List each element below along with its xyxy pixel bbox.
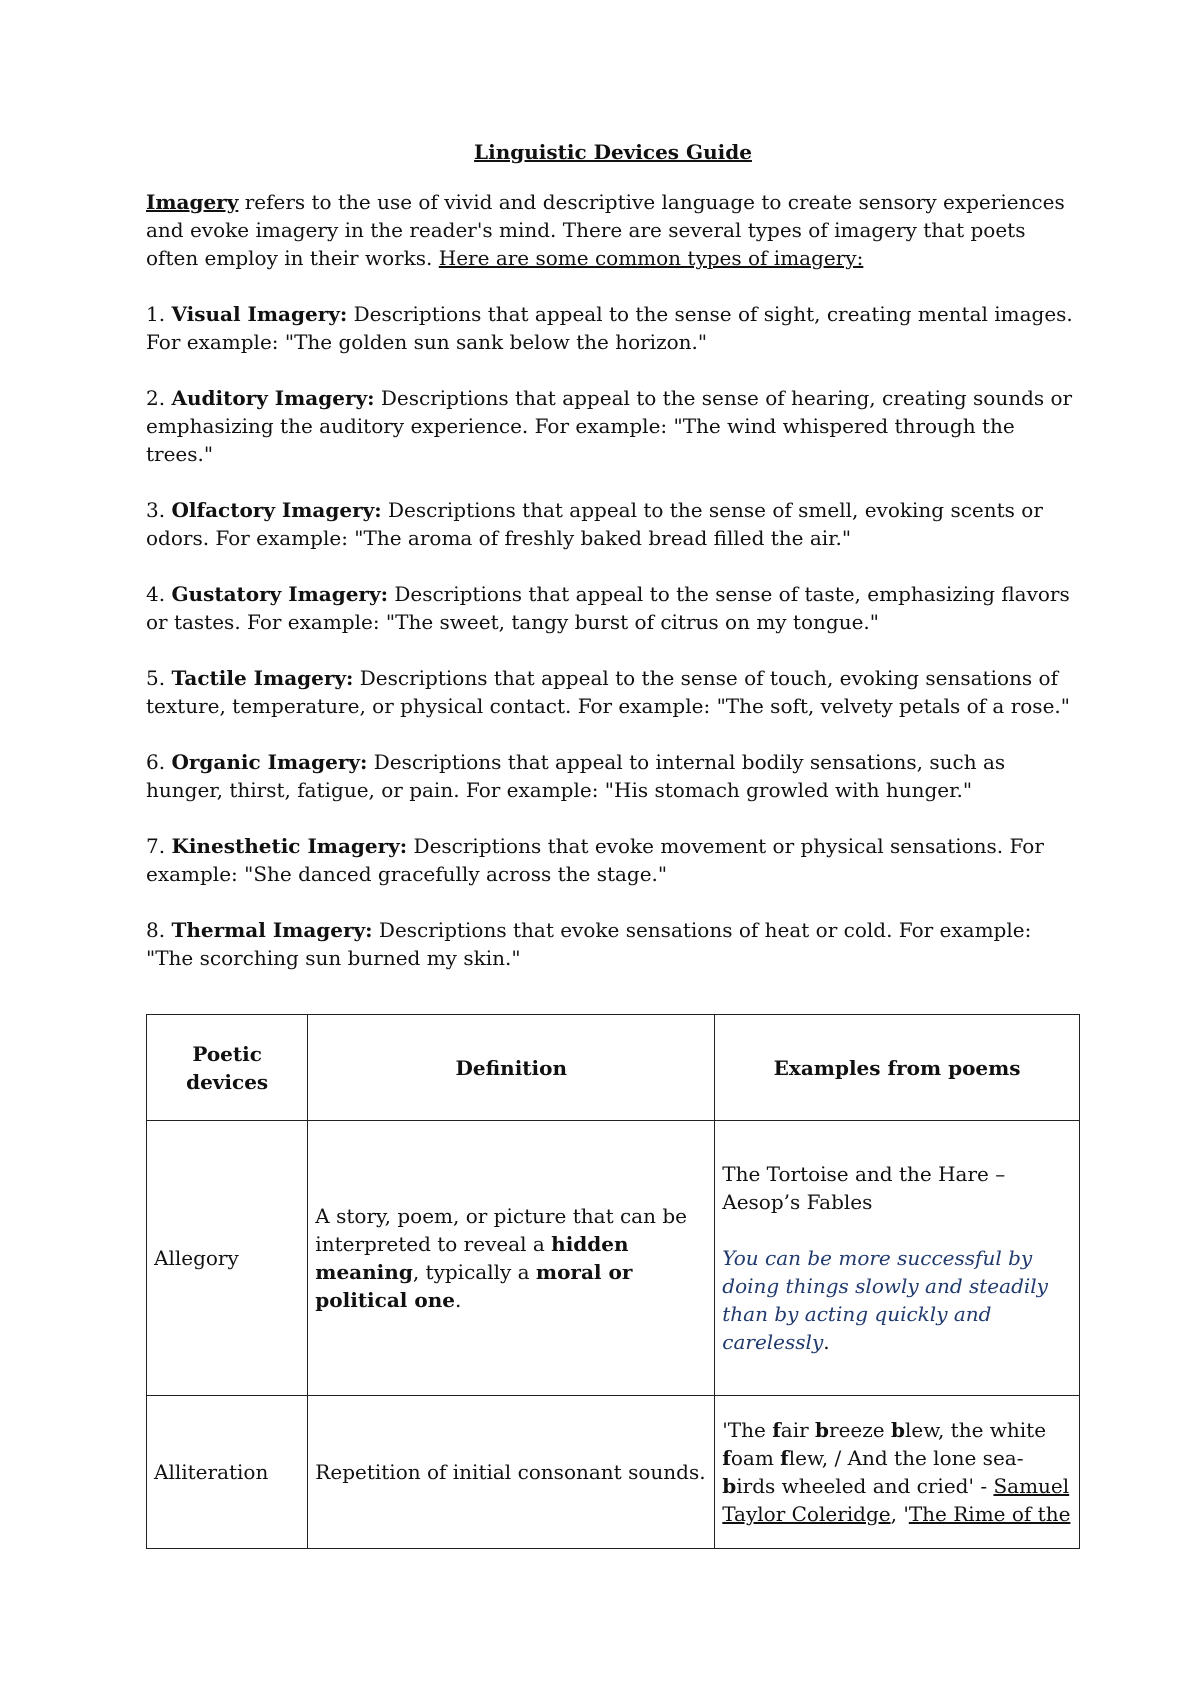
definition-bold: hidden meaning (315, 1232, 629, 1284)
author-link[interactable]: Samuel Taylor Coleridge (722, 1474, 1070, 1526)
imagery-type-tactile (146, 664, 1080, 720)
type-description: Descriptions that appeal to the sense of sight, creating mental images. For example: "The golden sun sank below the horizon." (146, 302, 1073, 354)
type-name: Gustatory Imagery: (171, 582, 388, 606)
definition-text: , typically a (412, 1260, 536, 1284)
device-definition (308, 1121, 715, 1396)
imagery-term: Imagery (146, 190, 239, 214)
imagery-type-organic (146, 748, 1080, 804)
imagery-type-visual (146, 300, 1080, 356)
table-header-row (147, 1015, 1080, 1121)
type-description: Descriptions that evoke sensations of heat or cold. For example: "The scorching sun burned my skin." (146, 918, 1032, 970)
device-definition: Repetition of initial consonant sounds. (308, 1396, 715, 1549)
example-title: The Tortoise and the Hare – Aesop’s Fables (722, 1162, 1006, 1214)
quote-text: reeze (829, 1418, 891, 1442)
quote-bold: b (815, 1418, 830, 1442)
type-number: 3. (146, 498, 172, 522)
type-description: Descriptions that appeal to the sense of taste, emphasizing flavors or tastes. For example: "The sweet, tangy burst of citrus on my tongue." (146, 582, 1070, 634)
table-row (147, 1396, 1080, 1549)
type-number: 4. (146, 582, 172, 606)
definition-bold: moral or political one (315, 1260, 633, 1312)
quote-bold: b (722, 1474, 737, 1498)
device-name: Allegory (147, 1121, 308, 1396)
type-name: Visual Imagery: (171, 302, 348, 326)
work-link[interactable]: The Rime of the (908, 1502, 1071, 1526)
device-name: Alliteration (147, 1396, 308, 1549)
header-definition: Definition (308, 1015, 715, 1121)
poetic-devices-table (146, 1014, 1080, 1549)
quote-text: 'The (722, 1418, 773, 1442)
quote-text: air (780, 1418, 816, 1442)
imagery-type-olfactory (146, 496, 1080, 552)
intro-text: refers to the use of vivid and descriptive language to create sensory experiences and evoke imagery in the reader's mind. There are several types of imagery that poets often employ in their works. (146, 190, 1065, 270)
type-number: 7. (146, 834, 172, 858)
spacer (722, 1216, 1072, 1244)
type-name: Auditory Imagery: (171, 386, 375, 410)
type-number: 2. (146, 386, 172, 410)
quote-bold: f (772, 1418, 781, 1442)
quote-text: , ' (890, 1502, 909, 1526)
imagery-type-auditory (146, 384, 1080, 468)
table-row (147, 1121, 1080, 1396)
quote-text: irds wheeled and cried' - (736, 1474, 994, 1498)
type-name: Olfactory Imagery: (171, 498, 382, 522)
moral-end: . (823, 1330, 830, 1354)
quote-text: lew, the white (904, 1418, 1047, 1442)
moral-text: You can be more successful by doing things slowly and steadily than by acting quickly and carelessly (722, 1246, 1048, 1354)
imagery-type-thermal (146, 916, 1080, 972)
device-example (715, 1396, 1080, 1549)
type-name: Organic Imagery: (171, 750, 368, 774)
type-name: Tactile Imagery: (171, 666, 354, 690)
quote-bold: b (891, 1418, 905, 1442)
type-number: 5. (146, 666, 172, 690)
type-number: 6. (146, 750, 172, 774)
type-description: Descriptions that appeal to the sense of touch, evoking sensations of texture, temperature, or physical contact. For example: "The soft, velvety petals of a rose." (146, 666, 1070, 718)
document-title: Linguistic Devices Guide (474, 140, 752, 164)
type-description: Descriptions that appeal to internal bodily sensations, such as hunger, thirst, fatigue, or pain. For example: "His stomach growled with hunger." (146, 750, 1006, 802)
type-number: 1. (146, 302, 172, 326)
example-moral (722, 1244, 1072, 1356)
header-examples: Examples from poems (715, 1015, 1080, 1121)
type-description: Descriptions that appeal to the sense of smell, evoking scents or odors. For example: "The aroma of freshly baked bread filled the air." (146, 498, 1043, 550)
quote-bold: f (722, 1446, 731, 1470)
type-number: 8. (146, 918, 172, 942)
imagery-type-kinesthetic (146, 832, 1080, 888)
quote-text: lew, / And the lone sea- (788, 1446, 1024, 1470)
type-name: Kinesthetic Imagery: (171, 834, 408, 858)
device-example (715, 1121, 1080, 1396)
intro-lead: Here are some common types of imagery: (438, 246, 864, 270)
header-poetic-devices: Poetic devices (147, 1015, 308, 1121)
document-page (146, 138, 1080, 1000)
definition-text: A story, poem, or picture that can be interpreted to reveal a (315, 1204, 687, 1256)
type-description: Descriptions that evoke movement or physical sensations. For example: "She danced gracefully across the stage." (146, 834, 1044, 886)
type-description: Descriptions that appeal to the sense of hearing, creating sounds or emphasizing the auditory experience. For example: "The wind whispered through the trees." (146, 386, 1073, 466)
imagery-intro (146, 188, 1080, 272)
quote-bold: f (780, 1446, 789, 1470)
quote-text: oam (730, 1446, 781, 1470)
definition-text: . (454, 1288, 462, 1312)
type-name: Thermal Imagery: (171, 918, 373, 942)
imagery-type-gustatory (146, 580, 1080, 636)
